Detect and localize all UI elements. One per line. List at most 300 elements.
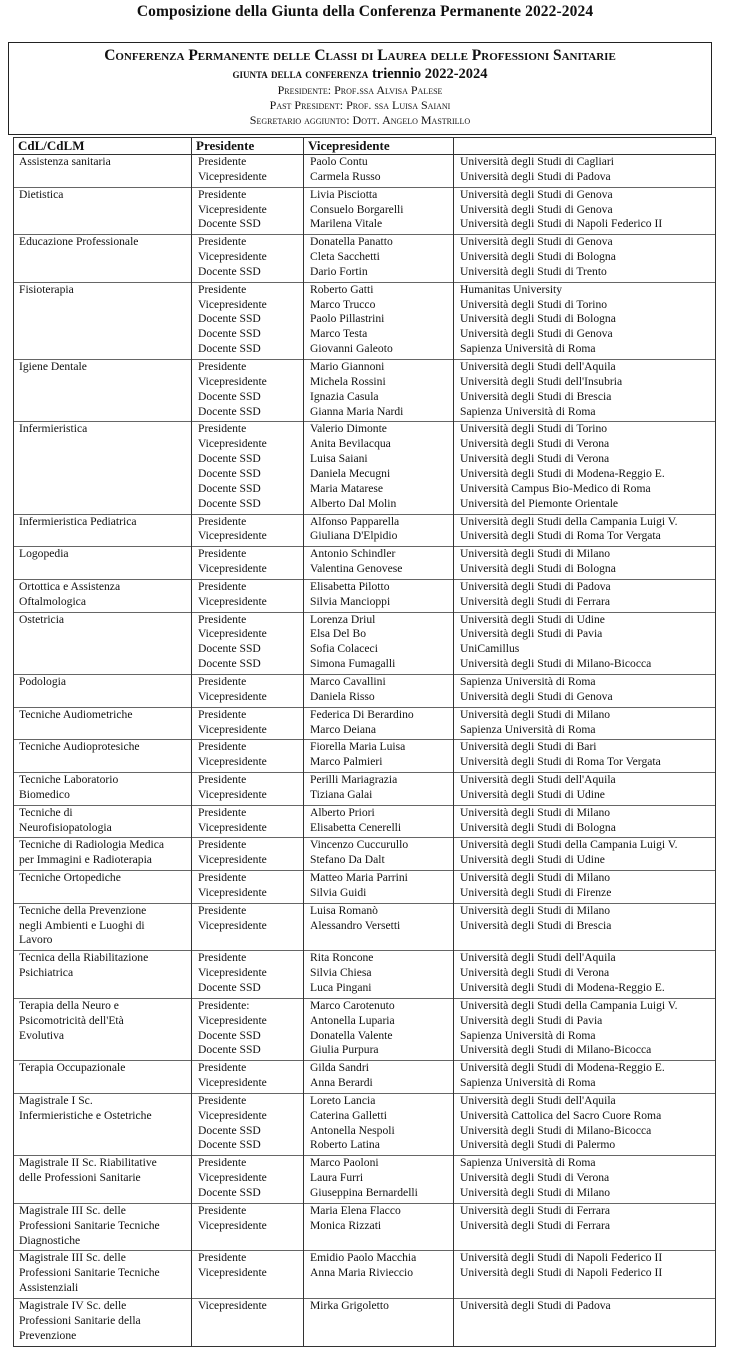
cdl-cell — [14, 871, 192, 904]
cdl-line: Tecnica della Riabilitazione — [19, 951, 149, 965]
role-line: Docente SSD — [198, 1123, 261, 1137]
cdl-line: Neurofisiopatologia — [19, 820, 112, 834]
cdl-line: Professioni Sanitarie Tecniche — [19, 1266, 160, 1280]
university-cell — [454, 674, 716, 707]
member-name: Loreto Lancia — [310, 1093, 376, 1107]
university-name: Università degli Studi di Bologna — [460, 562, 616, 576]
cdl-cell — [14, 998, 192, 1060]
university-name: Sapienza Università di Roma — [460, 342, 596, 356]
cdl-line: Igiene Dentale — [19, 360, 87, 374]
university-cell — [454, 422, 716, 514]
cdl-line: Logopedia — [19, 547, 69, 561]
cdl-line: Educazione Professionale — [19, 235, 139, 249]
university-name: Università degli Studi di Napoli Federico II — [460, 1251, 663, 1265]
member-name: Roberto Gatti — [310, 282, 374, 296]
university-name: Università degli Studi di Napoli Federico II — [460, 217, 663, 231]
university-name: Università degli Studi di Milano-Bicocca — [460, 1123, 652, 1137]
role-cell — [192, 612, 304, 674]
role-cell — [192, 871, 304, 904]
university-name: Sapienza Università di Roma — [460, 1156, 596, 1170]
university-name: Università degli Studi di Padova — [460, 1298, 611, 1312]
university-name: Università degli Studi di Milano — [460, 1186, 611, 1200]
university-name: Università degli Studi dell'Aquila — [460, 773, 616, 787]
role-line: Presidente — [198, 282, 247, 296]
cdl-cell — [14, 707, 192, 740]
member-name: Valentina Genovese — [310, 562, 403, 576]
member-name: Daniela Risso — [310, 689, 375, 703]
university-name: Sapienza Università di Roma — [460, 1028, 596, 1042]
role-cell — [192, 951, 304, 999]
cdl-line: Diagnostiche — [19, 1233, 81, 1247]
name-cell — [304, 422, 454, 514]
cdl-line: Assistenza sanitaria — [19, 155, 111, 168]
role-line: Presidente — [198, 1203, 247, 1217]
university-cell — [454, 1093, 716, 1155]
cdl-line: Podologia — [19, 674, 67, 688]
cdl-line: negli Ambienti e Luoghi di — [19, 918, 145, 932]
university-name: Università degli Studi di Bari — [460, 740, 597, 754]
member-name: Caterina Galletti — [310, 1108, 387, 1122]
member-name: Marco Trucco — [310, 297, 376, 311]
member-name: Dario Fortin — [310, 264, 368, 278]
role-line: Presidente — [198, 547, 247, 561]
member-name: Giovanni Galeoto — [310, 342, 393, 356]
table-row — [14, 707, 716, 740]
member-name: Rita Roncone — [310, 951, 374, 965]
giunta-title-sc: giunta della conferenza — [232, 66, 369, 81]
table-header-row — [14, 138, 716, 155]
member-name: Maria Matarese — [310, 481, 384, 495]
name-cell — [304, 1061, 454, 1094]
name-cell — [304, 773, 454, 806]
table-row — [14, 871, 716, 904]
role-line: Docente SSD — [198, 312, 261, 326]
role-cell — [192, 998, 304, 1060]
role-line: Vicepresidente — [198, 885, 267, 899]
table-row — [14, 547, 716, 580]
role-line: Presidente — [198, 1156, 247, 1170]
university-cell — [454, 773, 716, 806]
role-line: Vicepresidente — [198, 1108, 267, 1122]
cdl-cell — [14, 740, 192, 773]
table-row — [14, 951, 716, 999]
table-row — [14, 1298, 716, 1346]
role-line: Presidente — [198, 360, 247, 374]
member-name: Sofia Colaceci — [310, 642, 378, 656]
cdl-line: Tecniche di Radiologia Medica — [19, 838, 165, 852]
role-line: Vicepresidente — [198, 1171, 267, 1185]
cdl-cell — [14, 1251, 192, 1299]
role-line: Presidente — [198, 579, 247, 593]
cdl-line: Professioni Sanitarie della — [19, 1313, 141, 1327]
role-line: Vicepresidente — [198, 689, 267, 703]
cdl-line: Tecniche Audioprotesiche — [19, 740, 140, 754]
university-name: Università degli Studi di Brescia — [460, 389, 612, 403]
member-name: Giuseppina Bernardelli — [310, 1186, 418, 1200]
member-name: Giuliana D'Elpidio — [310, 529, 398, 543]
table-row — [14, 998, 716, 1060]
university-cell — [454, 514, 716, 547]
university-name: Università degli Studi di Brescia — [460, 918, 612, 932]
member-name: Maria Elena Flacco — [310, 1203, 401, 1217]
member-name: Matteo Maria Parrini — [310, 871, 408, 885]
name-cell — [304, 282, 454, 359]
university-name: Università Campus Bio-Medico di Roma — [460, 481, 651, 495]
member-name: Antonella Nespoli — [310, 1123, 395, 1137]
name-cell — [304, 235, 454, 283]
cdl-cell — [14, 1203, 192, 1251]
university-cell — [454, 1061, 716, 1094]
university-name: Sapienza Università di Roma — [460, 404, 596, 418]
cdl-cell — [14, 951, 192, 999]
past-president-line: Past President: Prof. ssa Luisa Saiani — [269, 98, 451, 112]
role-cell — [192, 1251, 304, 1299]
member-name: Elisabetta Cenerelli — [310, 820, 402, 834]
table-row — [14, 1061, 716, 1094]
role-line: Presidente — [198, 422, 247, 436]
university-name: Università degli Studi di Roma Tor Vergata — [460, 529, 661, 543]
cdl-line: Ostetricia — [19, 612, 65, 626]
university-cell — [454, 951, 716, 999]
table-row — [14, 514, 716, 547]
giunta-table — [13, 137, 716, 1347]
university-name: Università degli Studi di Verona — [460, 452, 610, 466]
member-name: Paolo Pillastrini — [310, 312, 385, 326]
giunta-title — [9, 65, 711, 83]
university-name: Università degli Studi di Milano-Bicocca — [460, 1043, 652, 1057]
name-cell — [304, 871, 454, 904]
cdl-line: Magistrale IV Sc. delle — [19, 1298, 127, 1312]
university-name: Università degli Studi di Udine — [460, 787, 605, 801]
university-name: Università degli Studi di Milano — [460, 903, 611, 917]
member-name: Silvia Chiesa — [310, 966, 372, 980]
role-cell — [192, 547, 304, 580]
role-cell — [192, 1061, 304, 1094]
role-line: Vicepresidente — [198, 1076, 267, 1090]
university-name: Università degli Studi di Udine — [460, 853, 605, 867]
role-line: Vicepresidente — [198, 820, 267, 834]
cdl-cell — [14, 155, 192, 188]
header-university — [454, 138, 716, 155]
university-name: Università degli Studi di Modena-Reggio E. — [460, 1061, 665, 1075]
university-name: Università degli Studi di Verona — [460, 1171, 610, 1185]
role-cell — [192, 1298, 304, 1346]
role-line: Vicepresidente — [198, 1218, 267, 1232]
member-name: Paolo Contu — [310, 155, 368, 168]
name-cell — [304, 707, 454, 740]
cdl-line: Magistrale III Sc. delle — [19, 1251, 126, 1265]
role-line: Vicepresidente — [198, 529, 267, 543]
cdl-cell — [14, 1061, 192, 1094]
cdl-line: Assistenziali — [19, 1281, 79, 1295]
giunta-title-period: triennio 2022-2024 — [368, 66, 488, 82]
member-name: Perilli Mariagrazia — [310, 773, 398, 787]
name-cell — [304, 547, 454, 580]
member-name: Tiziana Galai — [310, 787, 373, 801]
table-row — [14, 1093, 716, 1155]
table-row — [14, 187, 716, 235]
conference-name: Conferenza Permanente delle Classi di Laurea delle Professioni Sanitarie — [104, 47, 616, 64]
role-line: Presidente — [198, 155, 247, 168]
cdl-line: Terapia Occupazionale — [19, 1061, 126, 1075]
university-name: Humanitas University — [460, 282, 563, 296]
role-line: Docente SSD — [198, 1028, 261, 1042]
cdl-line: Magistrale II Sc. Riabilitative — [19, 1156, 157, 1170]
name-cell — [304, 1203, 454, 1251]
member-name: Marco Cavallini — [310, 674, 386, 688]
role-line: Vicepresidente — [198, 722, 267, 736]
role-line: Docente SSD — [198, 481, 261, 495]
university-name: Università degli Studi di Milano — [460, 547, 611, 561]
role-cell — [192, 707, 304, 740]
member-name: Marilena Vitale — [310, 217, 383, 231]
name-cell — [304, 998, 454, 1060]
cdl-line: delle Professioni Sanitarie — [19, 1171, 141, 1185]
cdl-line: Psicomotricità dell'Età — [19, 1013, 124, 1027]
member-name: Laura Furri — [310, 1171, 364, 1185]
university-name: Università degli Studi di Ferrara — [460, 1203, 611, 1217]
role-line: Docente SSD — [198, 642, 261, 656]
cdl-line: Ortottica e Assistenza — [19, 579, 121, 593]
role-line: Presidente — [198, 674, 247, 688]
role-line: Vicepresidente — [198, 297, 267, 311]
role-line: Presidente — [198, 1061, 247, 1075]
university-name: Università degli Studi di Trento — [460, 264, 607, 278]
name-cell — [304, 740, 454, 773]
member-name: Alberto Priori — [310, 805, 375, 819]
member-name: Elsa Del Bo — [310, 627, 367, 641]
role-cell — [192, 903, 304, 951]
role-cell — [192, 360, 304, 422]
cdl-line: Magistrale III Sc. delle — [19, 1203, 126, 1217]
role-line: Presidente — [198, 612, 247, 626]
role-line: Docente SSD — [198, 452, 261, 466]
cdl-cell — [14, 235, 192, 283]
member-name: Antonella Luparia — [310, 1013, 395, 1027]
member-name: Cleta Sacchetti — [310, 250, 380, 264]
role-line: Docente SSD — [198, 496, 261, 510]
member-name: Fiorella Maria Luisa — [310, 740, 406, 754]
member-name: Mario Giannoni — [310, 360, 385, 374]
cdl-line: Terapia della Neuro e — [19, 998, 119, 1012]
cdl-line: Biomedico — [19, 787, 70, 801]
role-line: Presidente — [198, 514, 247, 528]
cdl-line: Infermieristica Pediatrica — [19, 514, 137, 528]
member-name: Luisa Romanò — [310, 903, 378, 917]
role-cell — [192, 187, 304, 235]
role-line: Presidente — [198, 903, 247, 917]
university-name: Università degli Studi di Pavia — [460, 627, 603, 641]
university-cell — [454, 707, 716, 740]
role-line: Docente SSD — [198, 1186, 261, 1200]
role-line: Presidente — [198, 773, 247, 787]
table-row — [14, 674, 716, 707]
table-row — [14, 838, 716, 871]
university-name: Università degli Studi di Roma Tor Vergata — [460, 755, 661, 769]
member-name: Anna Maria Rivieccio — [310, 1266, 414, 1280]
university-name: Università degli Studi di Palermo — [460, 1138, 616, 1152]
header-presidente: Presidente — [192, 138, 304, 155]
university-name: Università degli Studi di Modena-Reggio E. — [460, 981, 665, 995]
university-cell — [454, 579, 716, 612]
university-cell — [454, 1156, 716, 1204]
table-row — [14, 740, 716, 773]
member-name: Marco Palmieri — [310, 755, 383, 769]
table-row — [14, 579, 716, 612]
university-cell — [454, 1251, 716, 1299]
cdl-cell — [14, 1298, 192, 1346]
role-line: Vicepresidente — [198, 966, 267, 980]
role-cell — [192, 740, 304, 773]
university-name: Università degli Studi della Campania Luigi V. — [460, 998, 678, 1012]
university-cell — [454, 612, 716, 674]
cdl-cell — [14, 187, 192, 235]
member-name: Valerio Dimonte — [310, 422, 387, 436]
member-name: Carmela Russo — [310, 169, 381, 183]
university-name: Università degli Studi dell'Aquila — [460, 360, 616, 374]
cdl-line: Oftalmologica — [19, 594, 86, 608]
university-name: Università degli Studi di Padova — [460, 579, 611, 593]
university-name: Università degli Studi di Bologna — [460, 312, 616, 326]
role-cell — [192, 1156, 304, 1204]
role-cell — [192, 674, 304, 707]
role-line: Presidente — [198, 951, 247, 965]
role-cell — [192, 422, 304, 514]
president-line: Presidente: Prof.ssa Alvisa Palese — [277, 83, 443, 97]
university-name: Università degli Studi di Cagliari — [460, 155, 614, 168]
role-line: Vicepresidente — [198, 853, 267, 867]
university-name: Università degli Studi dell'Insubria — [460, 374, 623, 388]
cdl-cell — [14, 360, 192, 422]
role-line: Presidente: — [198, 998, 250, 1012]
university-name: Università degli Studi di Verona — [460, 437, 610, 451]
university-name: Università degli Studi della Campania Luigi V. — [460, 514, 678, 528]
cdl-line: Fisioterapia — [19, 282, 74, 296]
table-row — [14, 155, 716, 188]
university-name: Università degli Studi di Udine — [460, 612, 605, 626]
member-name: Silvia Mancioppi — [310, 594, 391, 608]
role-line: Docente SSD — [198, 404, 261, 418]
member-name: Stefano Da Dalt — [310, 853, 385, 867]
cdl-line: Psichiatrica — [19, 966, 74, 980]
university-cell — [454, 282, 716, 359]
role-line: Presidente — [198, 707, 247, 721]
university-cell — [454, 805, 716, 838]
role-line: Docente SSD — [198, 981, 261, 995]
name-cell — [304, 1093, 454, 1155]
cdl-cell — [14, 1093, 192, 1155]
role-line: Vicepresidente — [198, 918, 267, 932]
cdl-line: Infermieristica — [19, 422, 88, 436]
university-name: Università degli Studi di Padova — [460, 169, 611, 183]
role-cell — [192, 805, 304, 838]
university-cell — [454, 187, 716, 235]
cdl-cell — [14, 773, 192, 806]
university-name: Università degli Studi della Campania Luigi V. — [460, 838, 678, 852]
name-cell — [304, 1251, 454, 1299]
cdl-cell — [14, 903, 192, 951]
role-line: Vicepresidente — [198, 787, 267, 801]
cdl-cell — [14, 805, 192, 838]
member-name: Marco Paoloni — [310, 1156, 379, 1170]
member-name: Elisabetta Pilotto — [310, 579, 390, 593]
name-cell — [304, 674, 454, 707]
role-cell — [192, 235, 304, 283]
cdl-line: per Immagini e Radioterapia — [19, 853, 152, 867]
member-name: Marco Carotenuto — [310, 998, 395, 1012]
university-cell — [454, 360, 716, 422]
cdl-cell — [14, 674, 192, 707]
member-name: Alfonso Papparella — [310, 514, 400, 528]
cdl-line: Evolutiva — [19, 1028, 65, 1042]
university-name: Università degli Studi di Milano-Bicocca — [460, 657, 652, 671]
member-name: Luisa Saiani — [310, 452, 368, 466]
role-line: Vicepresidente — [198, 250, 267, 264]
member-name: Consuelo Borgarelli — [310, 202, 404, 216]
cdl-line: Tecniche Laboratorio — [19, 773, 119, 787]
role-line: Presidente — [198, 1251, 247, 1265]
name-cell — [304, 187, 454, 235]
university-cell — [454, 998, 716, 1060]
name-cell — [304, 360, 454, 422]
university-name: Università degli Studi dell'Aquila — [460, 1093, 616, 1107]
member-name: Giulia Purpura — [310, 1043, 379, 1057]
member-name: Donatella Valente — [310, 1028, 393, 1042]
member-name: Federica Di Berardino — [310, 707, 414, 721]
university-name: Università degli Studi di Pavia — [460, 1013, 603, 1027]
university-name: Università degli Studi di Genova — [460, 327, 613, 341]
name-cell — [304, 951, 454, 999]
role-line: Docente SSD — [198, 342, 261, 356]
name-cell — [304, 903, 454, 951]
university-name: Sapienza Università di Roma — [460, 722, 596, 736]
role-cell — [192, 155, 304, 188]
member-name: Gianna Maria Nardi — [310, 404, 404, 418]
name-cell — [304, 1156, 454, 1204]
role-line: Vicepresidente — [198, 594, 267, 608]
cdl-cell — [14, 612, 192, 674]
role-line: Vicepresidente — [198, 1298, 267, 1312]
table-row — [14, 360, 716, 422]
university-cell — [454, 235, 716, 283]
member-name: Marco Deiana — [310, 722, 376, 736]
university-name: Sapienza Università di Roma — [460, 674, 596, 688]
cdl-line: Tecniche di — [19, 805, 73, 819]
university-cell — [454, 1298, 716, 1346]
university-name: Università degli Studi di Genova — [460, 202, 613, 216]
university-cell — [454, 547, 716, 580]
role-line: Vicepresidente — [198, 374, 267, 388]
member-name: Daniela Mecugni — [310, 466, 391, 480]
name-cell — [304, 838, 454, 871]
role-cell — [192, 579, 304, 612]
university-cell — [454, 740, 716, 773]
table-row — [14, 773, 716, 806]
member-name: Donatella Panatto — [310, 235, 393, 249]
name-cell — [304, 579, 454, 612]
role-line: Vicepresidente — [198, 202, 267, 216]
member-name: Alberto Dal Molin — [310, 496, 397, 510]
role-line: Docente SSD — [198, 657, 261, 671]
table-row — [14, 612, 716, 674]
cdl-cell — [14, 514, 192, 547]
role-line: Presidente — [198, 187, 247, 201]
role-line: Docente SSD — [198, 327, 261, 341]
university-name: Università Cattolica del Sacro Cuore Roma — [460, 1108, 662, 1122]
university-cell — [454, 1203, 716, 1251]
member-name: Marco Testa — [310, 327, 368, 341]
university-name: Sapienza Università di Roma — [460, 1076, 596, 1090]
